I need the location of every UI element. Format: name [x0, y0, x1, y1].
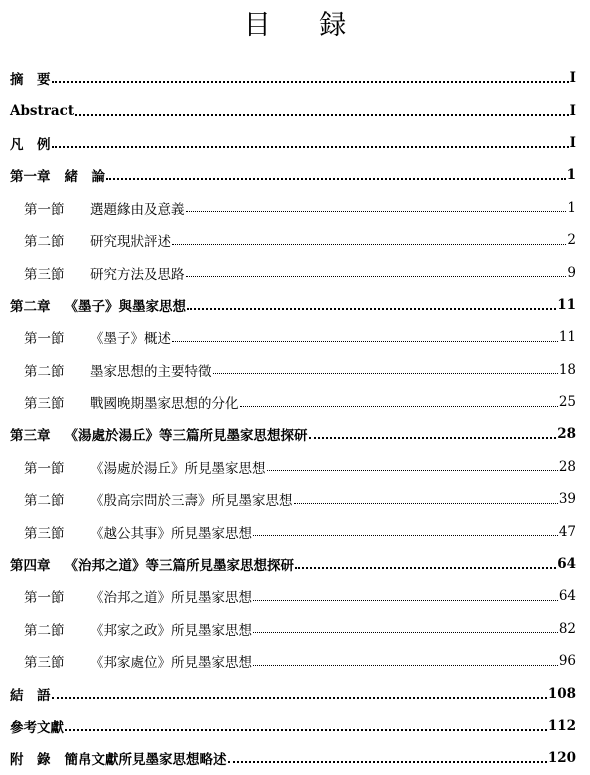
toc-entry-conventions[interactable]: [10, 127, 576, 159]
dot-leader: [52, 146, 569, 148]
toc-entry-page: 64: [558, 588, 576, 605]
toc-entry-number: 第二節: [24, 493, 65, 510]
toc-entry-page: I: [569, 134, 576, 151]
dot-leader: [213, 373, 558, 374]
toc-entry-title: 《越公其事》所見墨家思想: [90, 525, 252, 542]
dot-leader: [267, 470, 558, 471]
toc-entry-section-3-1[interactable]: [10, 451, 576, 483]
toc-entry-section-3-2[interactable]: [10, 483, 576, 515]
toc-entry-section-2-3[interactable]: [10, 386, 576, 418]
toc-entry-chapter-1[interactable]: [10, 159, 576, 191]
dot-leader: [240, 406, 558, 407]
toc-entry-number: 第二章: [10, 298, 51, 315]
toc-entry-number: 第二節: [24, 622, 65, 639]
dot-leader: [65, 729, 547, 731]
toc-entry-section-4-1[interactable]: [10, 580, 576, 612]
toc-entry-chapter-3[interactable]: [10, 418, 576, 450]
toc-entry-title: 凡 例: [10, 136, 51, 153]
toc-entry-number: 第一節: [24, 331, 65, 348]
page-title: 目 録: [243, 10, 367, 41]
toc-entry-title: Abstract: [10, 102, 75, 119]
dot-leader: [187, 308, 556, 310]
toc-entry-section-4-2[interactable]: [10, 613, 576, 645]
toc-entry-page: 9: [567, 264, 576, 281]
toc-entry-references[interactable]: [10, 710, 576, 742]
dot-leader: [295, 567, 556, 569]
toc-entry-number: 第一節: [24, 201, 65, 218]
dot-leader: [253, 535, 558, 536]
dot-leader: [52, 697, 547, 699]
toc-entry-page: 64: [557, 556, 576, 573]
toc-entry-section-1-3[interactable]: [10, 256, 576, 288]
dot-leader: [172, 341, 558, 342]
toc-entry-number: 第四章: [10, 558, 51, 575]
toc-entry-title: 《墨子》與墨家思想: [64, 298, 186, 315]
dot-leader: [106, 178, 566, 180]
toc-entry-number: 第二節: [24, 363, 65, 380]
toc-entry-section-1-1[interactable]: [10, 192, 576, 224]
toc-entry-title: 《湯處於湯丘》所見墨家思想: [90, 460, 266, 477]
toc-entry-number: 第二節: [24, 234, 65, 251]
toc-entry-title: 《治邦之道》所見墨家思想: [90, 590, 252, 607]
dot-leader: [186, 211, 567, 212]
toc-entry-title: 《湯處於湯丘》等三篇所見墨家思想探研: [64, 428, 308, 445]
toc-entry-section-4-3[interactable]: [10, 645, 576, 677]
toc-entry-section-2-2[interactable]: [10, 354, 576, 386]
toc-entry-title: 研究現狀評述: [90, 234, 171, 251]
toc-entry-page: 11: [557, 296, 576, 313]
toc-entry-page: 28: [557, 426, 576, 443]
dot-leader: [309, 437, 557, 439]
dot-leader: [75, 114, 569, 116]
toc-entry-page: 1: [567, 199, 576, 216]
toc-entry-number: 第一章: [10, 169, 51, 186]
toc-entry-title: 墨家思想的主要特徵: [90, 363, 212, 380]
toc-entry-title: 簡帛文獻所見墨家思想略述: [64, 752, 227, 769]
toc-entry-number: 第三節: [24, 396, 65, 413]
toc-entry-page: 82: [558, 620, 576, 637]
dot-leader: [228, 761, 547, 763]
toc-entry-title: 緒 論: [64, 169, 105, 186]
toc-entry-page: 120: [547, 750, 576, 767]
toc-entry-title: 《邦家處位》所見墨家思想: [90, 655, 252, 672]
toc-entry-number: 第三節: [24, 525, 65, 542]
toc-entry-number: 第三節: [24, 655, 65, 672]
toc-entry-page: 96: [558, 653, 576, 670]
toc-entry-page: I: [569, 70, 576, 87]
toc-entry-chapter-2[interactable]: [10, 289, 576, 321]
toc-entry-title: 戰國晚期墨家思想的分化: [90, 396, 239, 413]
toc-entry-page: 2: [567, 232, 576, 249]
toc-entry-title: 選題緣由及意義: [90, 201, 185, 218]
toc-entry-title: 《殷高宗問於三壽》所見墨家思想: [90, 493, 293, 510]
dot-leader: [186, 276, 567, 277]
toc-entry-page: I: [569, 102, 576, 119]
toc-entry-number: 附 錄: [10, 752, 51, 769]
dot-leader: [253, 665, 558, 666]
toc-entry-page: 39: [558, 491, 576, 508]
toc-entry-number: 第三節: [24, 266, 65, 283]
dot-leader: [294, 503, 558, 504]
table-of-contents: [10, 62, 576, 775]
toc-entry-page: 25: [558, 394, 576, 411]
toc-entry-section-3-3[interactable]: [10, 515, 576, 547]
toc-entry-page: 18: [558, 361, 576, 378]
toc-entry-title: 結 語: [10, 687, 51, 704]
toc-entry-title: 研究方法及思路: [90, 266, 185, 283]
toc-entry-section-1-2[interactable]: [10, 224, 576, 256]
toc-entry-conclusion[interactable]: [10, 677, 576, 709]
dot-leader: [172, 244, 566, 245]
toc-entry-section-2-1[interactable]: [10, 321, 576, 353]
toc-entry-page: 108: [547, 685, 576, 702]
dot-leader: [52, 81, 569, 83]
toc-entry-number: 第三章: [10, 428, 51, 445]
toc-entry-page: 1: [566, 167, 576, 184]
toc-entry-title: 摘 要: [10, 72, 51, 89]
toc-entry-page: 28: [558, 458, 576, 475]
toc-entry-page: 47: [558, 523, 576, 540]
toc-entry-abstract-en[interactable]: [10, 94, 576, 126]
toc-entry-title: 參考文獻: [10, 720, 64, 736]
toc-entry-number: 第一節: [24, 460, 65, 477]
dot-leader: [253, 600, 558, 601]
toc-entry-title: 《墨子》概述: [90, 331, 171, 348]
dot-leader: [253, 632, 558, 633]
toc-entry-page: 11: [558, 329, 576, 346]
toc-entry-abstract-zh[interactable]: [10, 62, 576, 94]
toc-entry-title: 《治邦之道》等三篇所見墨家思想探研: [64, 558, 294, 575]
toc-entry-title: 《邦家之政》所見墨家思想: [90, 622, 252, 639]
toc-entry-number: 第一節: [24, 590, 65, 607]
toc-entry-chapter-4[interactable]: [10, 548, 576, 580]
toc-entry-appendix[interactable]: [10, 742, 576, 774]
toc-entry-page: 112: [547, 718, 576, 734]
